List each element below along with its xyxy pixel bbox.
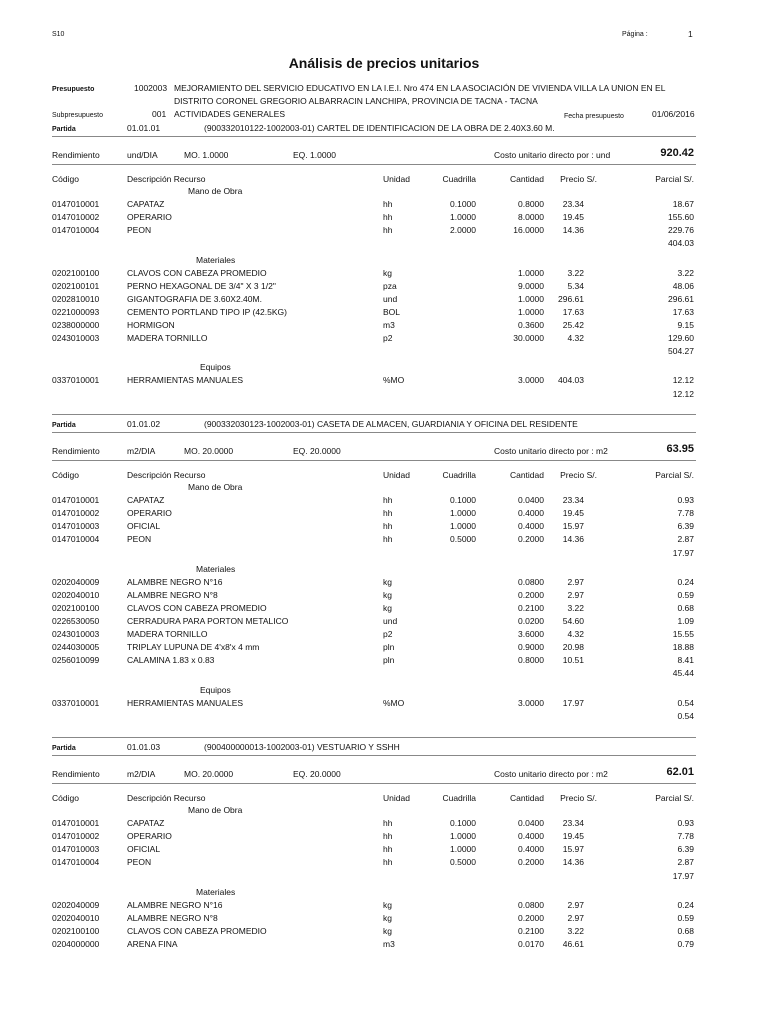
costo-unitario-label: Costo unitario directo por : m2	[494, 446, 608, 456]
cell-codigo: 0147010001	[52, 199, 100, 210]
cell-cantidad: 3.0000	[518, 697, 544, 708]
header-cantidad: Cantidad	[509, 793, 544, 803]
cell-cuadrilla: 2.0000	[450, 225, 476, 236]
cell-cantidad: 0.0400	[518, 495, 544, 506]
costo-unitario-total: 62.01	[666, 766, 694, 778]
cell-unidad: kg	[383, 589, 392, 600]
cell-unidad: hh	[383, 534, 393, 545]
cell-unidad: pln	[383, 655, 395, 666]
cell-precio: 4.32	[567, 333, 584, 344]
header-parcial: Parcial S/.	[655, 793, 694, 803]
subtotal-equipos: 12.12	[672, 388, 694, 399]
cell-unidad: m3	[383, 320, 395, 330]
header-codigo: Código	[52, 470, 79, 480]
partida-code: 01.01.02	[127, 419, 161, 429]
cell-unidad: hh	[383, 521, 393, 532]
header-codigo: Código	[52, 174, 79, 184]
cell-cantidad: 0.3600	[518, 320, 544, 330]
cell-codigo: 0202040009	[52, 899, 100, 910]
group-mano-de-obra: Mano de Obra	[188, 805, 243, 815]
cell-precio: 2.97	[567, 589, 584, 600]
subtotal-mano-de-obra: 17.97	[672, 870, 694, 881]
cell-codigo: 0202810010	[52, 293, 100, 304]
header-cuadrilla: Cuadrilla	[442, 470, 476, 480]
cell-cuadrilla: 1.0000	[450, 844, 476, 855]
cell-codigo: 0243010003	[52, 333, 100, 344]
cell-descripcion: CLAVOS CON CABEZA PROMEDIO	[127, 267, 267, 278]
header-unidad: Unidad	[383, 174, 410, 184]
rendimiento-mo: MO. 20.0000	[184, 769, 234, 779]
cell-precio: 3.22	[567, 602, 584, 613]
cell-codigo: 0244030005	[52, 642, 100, 653]
cell-descripcion: ALAMBRE NEGRO N°8	[127, 912, 218, 923]
partida-label: Partida	[52, 422, 76, 429]
cell-cantidad: 0.9000	[518, 642, 544, 653]
cell-codigo: 0202100100	[52, 602, 100, 613]
cell-unidad: pza	[383, 280, 397, 291]
cell-precio: 23.34	[562, 818, 584, 829]
cell-cantidad: 0.4000	[518, 508, 544, 519]
cell-unidad: pln	[383, 642, 395, 653]
cell-cuadrilla: 0.5000	[450, 534, 476, 545]
rendimiento-label: Rendimiento	[52, 446, 100, 456]
cell-parcial: 0.24	[677, 899, 694, 910]
cell-cantidad: 0.0800	[518, 576, 544, 587]
cell-parcial: 17.63	[672, 306, 694, 317]
cell-parcial: 7.78	[677, 508, 694, 519]
cell-parcial: 0.93	[677, 818, 694, 829]
partida-separator	[52, 737, 696, 738]
cell-parcial: 6.39	[677, 521, 694, 532]
cell-codigo: 0147010004	[52, 225, 100, 236]
cell-parcial: 0.68	[677, 602, 694, 613]
cell-parcial: 0.68	[677, 925, 694, 936]
cell-precio: 19.45	[562, 212, 584, 223]
cell-parcial: 0.79	[677, 939, 694, 949]
rendimiento-eq: EQ. 1.0000	[293, 150, 337, 160]
cell-unidad: kg	[383, 925, 392, 936]
cell-parcial: 0.93	[677, 495, 694, 506]
cell-precio: 2.97	[567, 912, 584, 923]
page-label: Página :	[622, 31, 648, 38]
cell-unidad: p2	[383, 629, 393, 640]
cell-codigo: 0147010003	[52, 521, 100, 532]
cell-descripcion: PEON	[127, 225, 152, 236]
cell-unidad: %MO	[383, 697, 405, 708]
cell-precio: 5.34	[567, 280, 584, 291]
cell-cuadrilla: 1.0000	[450, 212, 476, 223]
cell-precio: 14.36	[562, 857, 584, 868]
group-mano-de-obra: Mano de Obra	[188, 186, 243, 196]
cell-cantidad: 1.0000	[518, 306, 544, 317]
rendimiento-underline	[52, 460, 696, 461]
cell-cantidad: 0.8000	[518, 655, 544, 666]
partida-separator	[52, 414, 696, 415]
cell-parcial: 129.60	[668, 333, 694, 344]
cell-precio: 15.97	[562, 521, 584, 532]
cell-descripcion: MADERA TORNILLO	[127, 629, 208, 640]
cell-descripcion: OFICIAL	[127, 844, 161, 855]
partida-label: Partida	[52, 126, 76, 133]
cell-descripcion: ALAMBRE NEGRO N°16	[127, 576, 223, 587]
cell-descripcion: OPERARIO	[127, 831, 172, 842]
cell-parcial: 15.55	[672, 629, 694, 640]
cell-parcial: 3.22	[677, 267, 694, 278]
cell-unidad: BOL	[383, 306, 401, 317]
cell-descripcion: CAPATAZ	[127, 199, 165, 210]
header-codigo: Código	[52, 793, 79, 803]
partida-description: (900332030123-1002003-01) CASETA DE ALMACEN, GUARDIANIA Y OFICINA DEL RESIDENTE	[204, 419, 578, 429]
cell-cantidad: 1.0000	[518, 293, 544, 304]
cell-cantidad: 0.0800	[518, 899, 544, 910]
cell-codigo: 0147010003	[52, 844, 100, 855]
header-unidad: Unidad	[383, 470, 410, 480]
cell-descripcion: CALAMINA 1.83 x 0.83	[127, 655, 215, 666]
header-cantidad: Cantidad	[509, 174, 544, 184]
cell-parcial: 8.41	[677, 655, 694, 666]
cell-descripcion: CAPATAZ	[127, 818, 165, 829]
cell-precio: 10.51	[562, 655, 584, 666]
cell-precio: 23.34	[562, 495, 584, 506]
partida-code: 01.01.01	[127, 123, 161, 133]
cell-precio: 14.36	[562, 534, 584, 545]
partida-underline	[52, 432, 696, 433]
group-equipos: Equipos	[200, 684, 231, 695]
report-code: S10	[52, 31, 65, 38]
presupuesto-label: Presupuesto	[52, 86, 95, 93]
cell-parcial: 18.67	[672, 199, 694, 210]
cell-unidad: kg	[383, 267, 392, 278]
presupuesto-line2: DISTRITO CORONEL GREGORIO ALBARRACIN LANCHIPA, PROVINCIA DE TACNA - TACNA	[174, 96, 538, 106]
rendimiento-mo: MO. 1.0000	[184, 150, 229, 160]
cell-descripcion: OFICIAL	[127, 521, 161, 532]
cell-precio: 15.97	[562, 844, 584, 855]
cell-unidad: hh	[383, 495, 393, 506]
presupuesto-line1: MEJORAMIENTO DEL SERVICIO EDUCATIVO EN LA I.E.I. Nro 474 EN LA ASOCIACIÓN DE VIVIENDA VILLA LA UNION EN EL	[174, 83, 666, 93]
subtotal-equipos: 0.54	[677, 710, 694, 721]
cell-codigo: 0238000000	[52, 320, 100, 330]
cell-precio: 3.22	[567, 925, 584, 936]
cell-parcial: 155.60	[668, 212, 694, 223]
rendimiento-unit: m2/DIA	[127, 769, 156, 779]
rendimiento-underline	[52, 164, 696, 165]
cell-descripcion: CERRADURA PARA PORTON METALICO	[127, 616, 289, 626]
cell-descripcion: HERRAMIENTAS MANUALES	[127, 375, 244, 386]
cell-cantidad: 1.0000	[518, 267, 544, 278]
cell-cantidad: 0.0400	[518, 818, 544, 829]
cell-descripcion: CEMENTO PORTLAND TIPO IP (42.5KG)	[127, 306, 287, 317]
cell-codigo: 0147010001	[52, 495, 100, 506]
cell-cantidad: 30.0000	[513, 333, 544, 344]
cell-cantidad: 0.2000	[518, 912, 544, 923]
cell-precio: 19.45	[562, 831, 584, 842]
cell-parcial: 229.76	[668, 225, 694, 236]
cell-precio: 404.03	[558, 375, 584, 386]
cell-descripcion: ARENA FINA	[127, 939, 178, 949]
cell-unidad: hh	[383, 212, 393, 223]
cell-cantidad: 3.0000	[518, 375, 544, 386]
cell-cantidad: 0.2100	[518, 925, 544, 936]
cell-descripcion: PEON	[127, 534, 152, 545]
cell-cantidad: 0.0200	[518, 616, 544, 626]
header-precio: Precio S/.	[560, 174, 597, 184]
cell-descripcion: TRIPLAY LUPUNA DE 4'x8'x 4 mm	[127, 642, 260, 653]
cell-precio: 54.60	[562, 616, 584, 626]
cell-precio: 23.34	[562, 199, 584, 210]
group-equipos: Equipos	[200, 362, 231, 373]
cell-cantidad: 0.4000	[518, 831, 544, 842]
cell-precio: 4.32	[567, 629, 584, 640]
cell-parcial: 9.15	[677, 320, 694, 330]
cell-parcial: 0.59	[677, 589, 694, 600]
cell-precio: 2.97	[567, 899, 584, 910]
cell-parcial: 48.06	[672, 280, 694, 291]
cell-codigo: 0337010001	[52, 375, 100, 386]
cell-precio: 17.63	[562, 306, 584, 317]
cell-codigo: 0204000000	[52, 939, 100, 949]
cell-descripcion: PERNO HEXAGONAL DE 3/4" X 3 1/2"	[127, 280, 276, 291]
rendimiento-eq: EQ. 20.0000	[293, 769, 341, 779]
cell-cantidad: 9.0000	[518, 280, 544, 291]
cell-precio: 25.42	[562, 320, 584, 330]
header-parcial: Parcial S/.	[655, 470, 694, 480]
rendimiento-unit: und/DIA	[127, 150, 158, 160]
cell-codigo: 0147010004	[52, 857, 100, 868]
cell-unidad: hh	[383, 818, 393, 829]
cell-codigo: 0202100101	[52, 280, 100, 291]
cell-cuadrilla: 1.0000	[450, 831, 476, 842]
cell-unidad: kg	[383, 576, 392, 587]
page-number: 1	[688, 29, 693, 39]
cell-parcial: 18.88	[672, 642, 694, 653]
cell-codigo: 0147010002	[52, 508, 100, 519]
partida-description: (900332010122-1002003-01) CARTEL DE IDENTIFICACION DE LA OBRA DE 2.40X3.60 M.	[204, 123, 555, 133]
header-descripcion: Descripción Recurso	[127, 793, 206, 803]
header-cuadrilla: Cuadrilla	[442, 793, 476, 803]
cell-unidad: hh	[383, 831, 393, 842]
cell-parcial: 0.54	[677, 697, 694, 708]
group-materiales: Materiales	[196, 886, 236, 897]
cell-parcial: 2.87	[677, 534, 694, 545]
cell-unidad: hh	[383, 225, 393, 236]
cell-precio: 296.61	[558, 293, 584, 304]
cell-precio: 17.97	[562, 697, 584, 708]
cell-cantidad: 16.0000	[513, 225, 544, 236]
subtotal-materiales: 504.27	[668, 346, 694, 357]
partida-description: (900400000013-1002003-01) VESTUARIO Y SSHH	[204, 742, 400, 752]
cell-unidad: hh	[383, 199, 393, 210]
cell-descripcion: ALAMBRE NEGRO N°16	[127, 899, 223, 910]
rendimiento-label: Rendimiento	[52, 150, 100, 160]
header-precio: Precio S/.	[560, 793, 597, 803]
partida-code: 01.01.03	[127, 742, 161, 752]
cell-cuadrilla: 0.1000	[450, 199, 476, 210]
cell-cantidad: 0.8000	[518, 199, 544, 210]
costo-unitario-total: 920.42	[660, 147, 694, 159]
subtotal-materiales: 45.44	[672, 668, 694, 679]
cell-precio: 3.22	[567, 267, 584, 278]
cell-codigo: 0226530050	[52, 616, 100, 626]
cell-unidad: %MO	[383, 375, 405, 386]
cell-codigo: 0147010004	[52, 534, 100, 545]
fecha-value: 01/06/2016	[652, 109, 695, 119]
cell-cantidad: 0.0170	[518, 939, 544, 949]
cell-unidad: und	[383, 616, 398, 626]
group-materiales: Materiales	[196, 254, 236, 265]
cell-precio: 2.97	[567, 576, 584, 587]
header-precio: Precio S/.	[560, 470, 597, 480]
cell-codigo: 0147010002	[52, 212, 100, 223]
group-materiales: Materiales	[196, 563, 236, 574]
cell-unidad: hh	[383, 844, 393, 855]
cell-parcial: 12.12	[672, 375, 694, 386]
subpresupuesto-code: 001	[152, 109, 167, 119]
cell-descripcion: CLAVOS CON CABEZA PROMEDIO	[127, 602, 267, 613]
header-unidad: Unidad	[383, 793, 410, 803]
cell-parcial: 0.59	[677, 912, 694, 923]
cell-codigo: 0337010001	[52, 697, 100, 708]
cell-unidad: kg	[383, 899, 392, 910]
costo-unitario-label: Costo unitario directo por : und	[494, 150, 611, 160]
cell-codigo: 0147010001	[52, 818, 100, 829]
rendimiento-underline	[52, 783, 696, 784]
cell-codigo: 0221000093	[52, 306, 100, 317]
page-title: Análisis de precios unitarios	[288, 55, 480, 71]
cell-parcial: 2.87	[677, 857, 694, 868]
cell-unidad: kg	[383, 912, 392, 923]
header-parcial: Parcial S/.	[655, 174, 694, 184]
cell-cantidad: 3.6000	[518, 629, 544, 640]
header-cantidad: Cantidad	[509, 470, 544, 480]
rendimiento-mo: MO. 20.0000	[184, 446, 234, 456]
costo-unitario-total: 63.95	[666, 443, 694, 455]
costo-unitario-label: Costo unitario directo por : m2	[494, 769, 608, 779]
cell-precio: 46.61	[562, 939, 584, 949]
cell-cantidad: 0.4000	[518, 844, 544, 855]
cell-unidad: m3	[383, 939, 395, 949]
rendimiento-eq: EQ. 20.0000	[293, 446, 341, 456]
cell-cantidad: 0.2000	[518, 534, 544, 545]
cell-cantidad: 0.4000	[518, 521, 544, 532]
cell-descripcion: CLAVOS CON CABEZA PROMEDIO	[127, 925, 267, 936]
cell-cuadrilla: 0.1000	[450, 818, 476, 829]
cell-parcial: 0.24	[677, 576, 694, 587]
cell-descripcion: PEON	[127, 857, 152, 868]
cell-cuadrilla: 1.0000	[450, 508, 476, 519]
rendimiento-unit: m2/DIA	[127, 446, 156, 456]
cell-unidad: kg	[383, 602, 392, 613]
cell-codigo: 0243010003	[52, 629, 100, 640]
partida-label: Partida	[52, 745, 76, 752]
cell-codigo: 0202100100	[52, 925, 100, 936]
cell-parcial: 1.09	[677, 616, 694, 626]
fecha-label: Fecha presupuesto	[564, 113, 624, 120]
cell-cuadrilla: 1.0000	[450, 521, 476, 532]
cell-precio: 19.45	[562, 508, 584, 519]
cell-cantidad: 0.2000	[518, 589, 544, 600]
cell-codigo: 0202040009	[52, 576, 100, 587]
cell-cantidad: 0.2000	[518, 857, 544, 868]
cell-precio: 14.36	[562, 225, 584, 236]
subpresupuesto-label: Subpresupuesto	[52, 112, 103, 119]
cell-cantidad: 0.2100	[518, 602, 544, 613]
subtotal-mano-de-obra: 404.03	[668, 238, 694, 249]
cell-unidad: und	[383, 293, 398, 304]
partida-underline	[52, 755, 696, 756]
cell-codigo: 0202040010	[52, 589, 100, 600]
cell-unidad: hh	[383, 508, 393, 519]
subpresupuesto-name: ACTIVIDADES GENERALES	[174, 109, 286, 119]
cell-descripcion: MADERA TORNILLO	[127, 333, 208, 344]
cell-descripcion: HERRAMIENTAS MANUALES	[127, 697, 244, 708]
cell-codigo: 0256010099	[52, 655, 100, 666]
header-descripcion: Descripción Recurso	[127, 470, 206, 480]
cell-parcial: 296.61	[668, 293, 694, 304]
header-cuadrilla: Cuadrilla	[442, 174, 476, 184]
header-descripcion: Descripción Recurso	[127, 174, 206, 184]
cell-cantidad: 8.0000	[518, 212, 544, 223]
cell-cuadrilla: 0.1000	[450, 495, 476, 506]
subtotal-mano-de-obra: 17.97	[672, 547, 694, 558]
cell-descripcion: CAPATAZ	[127, 495, 165, 506]
cell-descripcion: ALAMBRE NEGRO N°8	[127, 589, 218, 600]
cell-precio: 20.98	[562, 642, 584, 653]
cell-codigo: 0202100100	[52, 267, 100, 278]
cell-parcial: 7.78	[677, 831, 694, 842]
group-mano-de-obra: Mano de Obra	[188, 482, 243, 492]
cell-unidad: hh	[383, 857, 393, 868]
rendimiento-label: Rendimiento	[52, 769, 100, 779]
cell-cuadrilla: 0.5000	[450, 857, 476, 868]
cell-codigo: 0202040010	[52, 912, 100, 923]
cell-descripcion: OPERARIO	[127, 212, 172, 223]
presupuesto-code: 1002003	[134, 83, 168, 93]
partida-underline	[52, 136, 696, 137]
cell-codigo: 0147010002	[52, 831, 100, 842]
cell-descripcion: HORMIGON	[127, 320, 175, 330]
cell-descripcion: OPERARIO	[127, 508, 172, 519]
cell-unidad: p2	[383, 333, 393, 344]
cell-descripcion: GIGANTOGRAFIA DE 3.60X2.40M.	[127, 293, 262, 304]
cell-parcial: 6.39	[677, 844, 694, 855]
